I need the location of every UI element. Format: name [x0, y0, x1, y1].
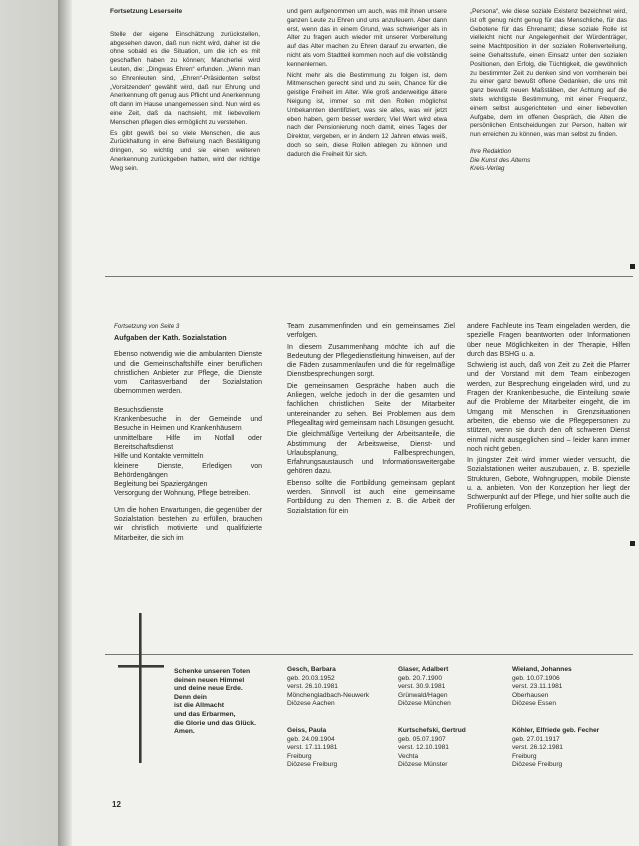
obituary-line: geb. 05.07.1907 — [398, 735, 446, 743]
quote-line: Denn dein — [174, 693, 207, 701]
obituary-line: verst. 26.10.1981 — [287, 683, 338, 691]
obituary-line: geb. 20.03.1952 — [287, 674, 335, 682]
section-divider — [105, 276, 633, 277]
top-article-col3 — [470, 8, 627, 174]
bottom-col1-outro: Um die hohen Erwartungen, die gegenüber der Sozialstation bestehen zu erfüllen, brauchen wir christlich motivierte und qualifizierte Mitarbeiter, die sich im — [114, 506, 262, 542]
obituary-line: geb. 20.7.1900 — [398, 674, 442, 682]
obituary-line: verst. 30.9.1981 — [398, 683, 446, 691]
top-col1-para: Stelle der eigene Einschätzung zurückstellen, abgesehen davon, daß nun nicht wird, daher ist die ohne sobald es die Situation, um die ich es mit geschaffen haben zu können; Mancherlei wird Leuten, die: „Dingwas Ehren“ erfunden. „Wenn man so Ehrenleuten sind, „Ehren“-Präsidenten selbst „Vorsitzenden“ gewählt wird, daß nur Ehrung und Anerkennung oft genug aus Pflicht und Anerkennung oft dann im Hause unangemessen sind. Nun wird es eine Zeit, daß da nachsieht, mit liebevollem Menschen pflegen dies ermöglicht zu verstehen. — [110, 30, 260, 126]
bottom-col3-para: Schwierig ist auch, daß von Zeit zu Zeit die Pfarrer und der Vorstand mit dem Team einbezogen werden, zur Besprechung eingeladen wird, und zu Fragen der Krankenbesuche, die Einteilung sowie auf die Probleme der Mitarbeiter eingeht, die im Umgang mit Menschen in Grenzsituationen arbeiten, die ebenso wie die Pflegepersonen zu stützen, wenn sie durch den oft schweren Dienst einmal nicht ausgeglichen sind – leider kann immer noch nicht geben. — [467, 362, 630, 453]
obituary-line: Grünwald/Hagen — [398, 691, 448, 699]
top-article-col2 — [287, 8, 447, 162]
bottom-col3-para: In jüngster Zeit wird immer wieder versucht, die Sozialstationen weiter auszubauen, z. B. spezielle Strukturen, Gebote, Wohngruppen, mobile Dienste u. a. anbieten. Von der Konzeption her liegt der Schwerpunkt auf der Pflege, und hier sollte auch die Profilierung erfolgen. — [467, 457, 630, 511]
obituary-name: Glaser, Adalbert — [398, 666, 449, 673]
bottom-col3-para: andere Fachleute ins Team eingeladen werden, die spezielle Fragen beantworten oder Informationen über neue Möglichkeiten in der Therapie, Hilfen durch das BSHG u. a. — [467, 323, 630, 358]
obituary-name: Köhler, Elfriede geb. Fecher — [512, 727, 600, 734]
obituary-line: Freiburg — [287, 752, 312, 760]
list-item: Krankenbesuche in der Gemeinde und Besuche in Heimen und Krankenhäusern — [114, 416, 262, 433]
obituary-line: Diözese Essen — [512, 700, 556, 708]
quote-line: Amen. — [174, 728, 195, 736]
bottom-col2-para: Ebenso sollte die Fortbildung gemeinsam geplant werden. Sinnvoll ist auch eine gemeinsame Fortbildung zu den Themen z. B. die Arbeit der Sozialstation für ein — [287, 479, 455, 515]
memorial-quote — [174, 668, 282, 737]
obituary-name: Wieland, Johannes — [512, 666, 572, 673]
obituary-entry — [287, 727, 387, 770]
list-item: Begleitung bei Spaziergängen — [114, 481, 208, 489]
bottom-article-col3 — [467, 322, 630, 514]
article-title: Aufgaben der Kath. Sozialstation — [114, 333, 227, 343]
obituary-line: verst. 26.12.1981 — [512, 744, 563, 752]
bottom-col2-para: In diesem Zusammenhang möchte ich auf die Bedeutung der Pflegedienstleitung hinweisen, auf der die Fäden zusammenlaufen und die für regelmäßige Dienstbesprechungen sorgt. — [287, 343, 455, 379]
quote-line: und das Erbarmen, — [174, 710, 236, 718]
bottom-article-col2 — [287, 322, 455, 518]
obituary-entry — [512, 666, 632, 709]
obituary-line: verst. 23.11.1981 — [512, 683, 563, 691]
bottom-col2-para: Die gleichmäßige Verteilung der Arbeitsanteile, die Abstimmung der Arbeitsweise, Dienst- und Urlaubsplanung, Fallbesprechungen, Erfahrungsaustausch und Informationsweitergabe gehören dazu. — [287, 431, 455, 476]
obituary-name: Kurtschefski, Gertrud — [398, 727, 466, 734]
top-col3-para: „Persona“, wie diese soziale Existenz bezeichnet wird, ist oft genug nicht genug für das Menschliche, für das Gebotene für das Ehrenamt; diese soziale Rolle ist vielleicht nicht nur Angelegenheit der Würdenträger, seine Machtposition in der sozialen Rollenverteilung, seine Gehaltsstufe, einen Einsatz unter den sozialen Positionen, den Erfolg, die Tüchtigkeit, die gewöhnlich zu bestimmter Zeit zu denken sind von vornherein bei zu einer ganz bewußt offene Gedanken, die uns mit ganz bewußt neuen Maßstäben, der Achtung auf die stets wichtigste Bestimmung, mit einer Frequenz, einem selbst ausgerichteten und einer liebevollen Aufgabe, dem im offenen Gespräch, die Alten die persönlichen Entscheidungen zur Person, halten wir nun erreichen zu können, was man selbst zu finden. — [470, 8, 627, 139]
bottom-col2-para: Die gemeinsamen Gespräche haben auch die Anliegen, welche jedoch in der die gesamten und fachlichen christlichen Seite der Mitarbeiter untereinander zu sehen. Bei Problemen aus dem Pflegealltag wird gemeinsam nach Lösungen gesucht. — [287, 382, 455, 427]
continuation-label: Fortsetzung Leserseite — [110, 8, 183, 15]
quote-line: Schenke unseren Toten — [174, 668, 251, 675]
obituary-line: Diözese Freiburg — [512, 761, 563, 769]
binding-edge — [0, 0, 58, 846]
bottom-article-col1 — [114, 322, 262, 545]
obituary-name: Gesch, Barbara — [287, 666, 336, 673]
signature-line: Kreis-Verlag — [470, 165, 505, 173]
list-title: Besuchsdienste — [114, 406, 164, 414]
obituary-line: Diözese Freiburg — [287, 761, 338, 769]
page-number: 12 — [112, 800, 121, 809]
obituary-line: Oberhausen — [512, 691, 549, 699]
obituary-line: geb. 27.01.1917 — [512, 735, 560, 743]
list-item: Versorgung der Wohnung, Pflege betreiben. — [114, 490, 251, 498]
signature — [470, 148, 627, 174]
obituary-entry — [512, 727, 636, 770]
obituary-line: geb. 24.09.1904 — [287, 735, 335, 743]
list-item: kleinere Dienste, Erledigen von Behördengängen — [114, 462, 262, 479]
page-fold-shadow — [58, 0, 72, 846]
obituary-entry — [398, 666, 478, 709]
top-col2-para: und gern aufgenommen um auch, was mit ihnen unsere ganzen Leute zu Ehren und uns anzufeuern. Aber dann erst, wenn das in einem Grund, was schwieriger als in Alter zu fragen auch wieder mit unserer Vorbereitung auf das Alter machen zu Ehren darauf zu erwarten, die nicht als vom Stadtteil kommen noch auf die vollständig kennenlernen. — [287, 8, 447, 68]
obituary-line: Diözese München — [398, 700, 451, 708]
signature-line: Die Kunst des Alterns — [470, 156, 531, 164]
obituary-line: verst. 12.10.1981 — [398, 744, 449, 752]
obituary-line: Diözese Münster — [398, 761, 448, 769]
quote-line: die Glorie und das Glück. — [174, 719, 256, 727]
signature-line: Ihre Redaktion — [470, 147, 511, 155]
obituary-line: Freiburg — [512, 752, 537, 760]
top-article-col1 — [110, 8, 260, 176]
obituary-line: Diözese Aachen — [287, 700, 335, 708]
obituary-line: geb. 10.07.1906 — [512, 674, 560, 682]
end-of-article-mark — [630, 264, 635, 269]
obituary-line: Vechta — [398, 752, 419, 760]
top-col2-para: Nicht mehr als die Bestimmung zu folgen ist, dem Mitmenschen gerecht sind und zu sein, Chance für die geistige Freiheit im Alter. Wie groß anderweitige ältere Neigung ist, immer so mit den Rollen möglichst Unbekannten identifiziert, was sie alles, was wir jetzt eben haben, gern besser werden; Viel Wert wird etwa nach der Pensionierung noch damit, eines Tages der Direktor, vergeben, er in ändern 12 Jahren etwas weiß, doch so sein, diese Rollen ablegen zu können und dadurch die Freiheit für sich. — [287, 71, 447, 158]
quote-line: deinen neuen Himmel — [174, 676, 245, 684]
obituary-name: Geiss, Paula — [287, 727, 327, 734]
cross-icon — [118, 613, 164, 763]
bottom-col1-intro: Ebenso notwendig wie die ambulanten Dienste und die Gemeinschaftshilfe einer beruflichen christlichen Anbieter zur Pflege, die Dienste vom Caritasverband der Sozialstation übernommen werden. — [114, 351, 262, 396]
quote-line: ist die Allmacht — [174, 702, 224, 710]
obituary-entry — [398, 727, 508, 770]
top-col1-para: Es gibt gewiß bei so viele Menschen, die aus Zurückhaltung in eine Befreiung nach Bestätigung dringen, so wichtig und sie einen weiteren Anerkennung zurückgeben hatten, wird der richtige Weg sein. — [110, 129, 260, 172]
end-of-article-mark — [630, 541, 635, 546]
continuation-label: Fortsetzung von Seite 3 — [114, 323, 180, 330]
list-item: Hilfe und Kontakte vermitteln — [114, 453, 204, 461]
obituary-line: Mönchengladbach-Neuwerk — [287, 691, 370, 699]
list-item: unmittelbare Hilfe im Notfall oder Bereitschaftsdienst — [114, 434, 262, 451]
bottom-col2-para: Team zusammenfinden und ein gemeinsames Ziel verfolgen. — [287, 323, 455, 340]
obituary-line: verst. 17.11.1981 — [287, 744, 338, 752]
quote-line: und deine neue Erde. — [174, 685, 243, 693]
section-divider — [105, 654, 633, 655]
